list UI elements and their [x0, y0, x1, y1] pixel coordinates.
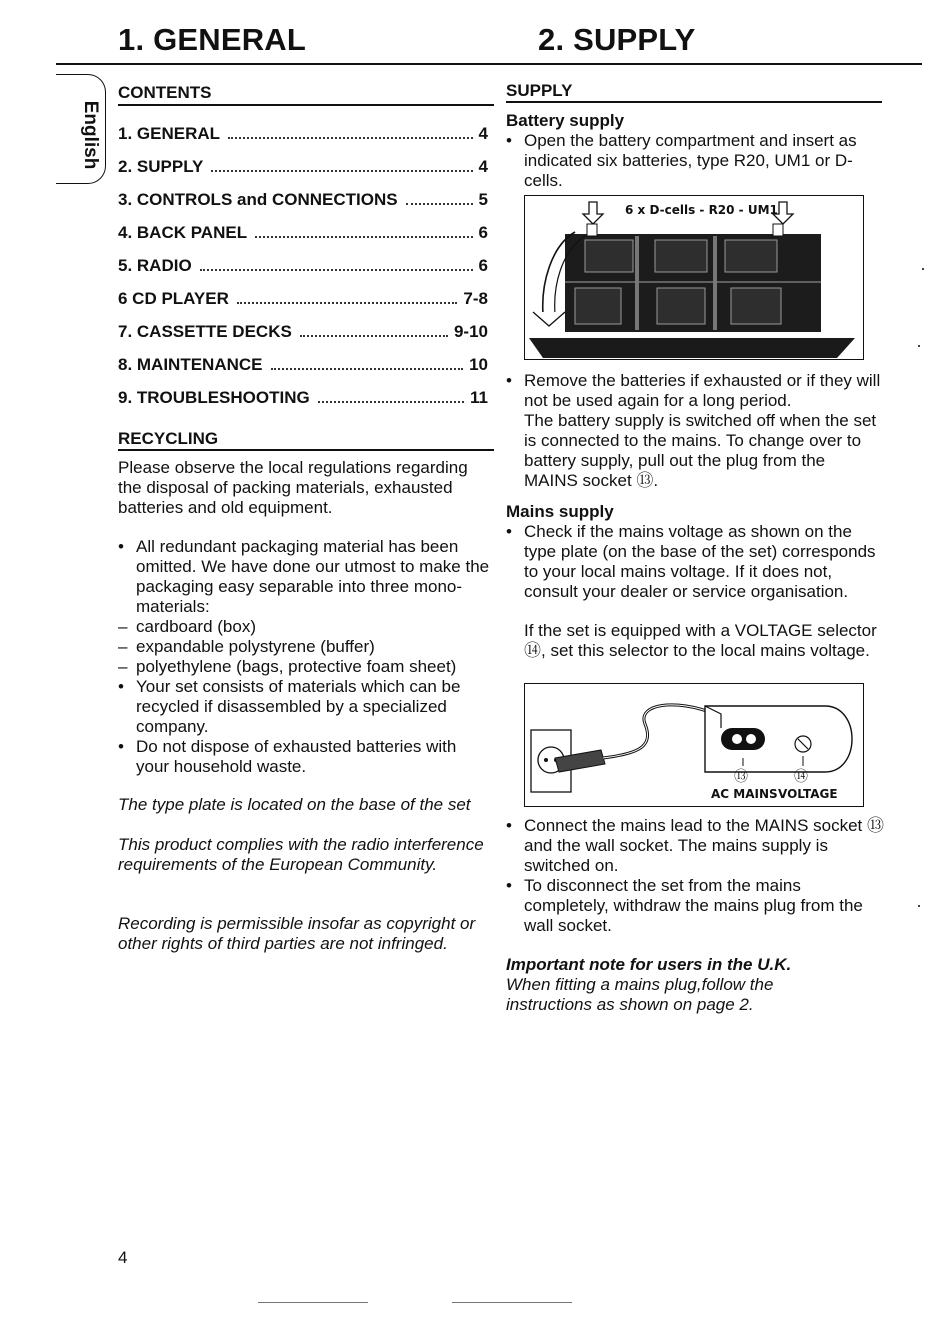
contents-rule — [118, 104, 494, 106]
mains-bullet-3: To disconnect the set from the mains completely, withdraw the mains plug from the wall socket. — [524, 876, 863, 935]
list-item: • Check if the mains voltage as shown on the type plate (on the base of the set) corresponds to your local mains voltage. If it does not, consult your dealer or service organisation. — [506, 522, 876, 601]
language-tab-label: English — [80, 100, 101, 170]
toc-item — [118, 388, 488, 410]
toc-item-page: 7-8 — [463, 289, 488, 308]
scan-speck — [922, 268, 924, 270]
toc-item-label: 9. TROUBLESHOOTING — [118, 388, 310, 407]
toc-item — [118, 190, 488, 212]
mains-supply-title: Mains supply — [506, 502, 614, 521]
battery-paragraph: The battery supply is switched off when the set is connected to the mains. To change over to battery supply, pull out the plug from the MAINS socket ⑬. — [524, 411, 877, 490]
list-item: – cardboard (box) — [118, 617, 257, 636]
list-item: • Open the battery compartment and insert as indicated six batteries, type R20, UM1 or D-cells. — [506, 131, 857, 190]
toc-item — [118, 223, 488, 245]
toc-item-label: 7. CASSETTE DECKS — [118, 322, 292, 341]
mains-bullet-1: Check if the mains voltage as shown on the type plate (on the base of the set) corresponds to your local mains voltage. If it does not, consult your dealer or service organisation. — [524, 522, 876, 601]
voltage-label: VOLTAGE — [778, 787, 838, 801]
list-item: • Remove the batteries if exhausted or if they will not be used again for a long period. — [506, 371, 881, 410]
list-item: • To disconnect the set from the mains completely, withdraw the mains plug from the wall socket. — [506, 876, 863, 935]
callout-14: ⑭ — [794, 769, 808, 785]
recycling-rule — [118, 449, 494, 451]
toc-item-label: 4. BACK PANEL — [118, 223, 248, 242]
recycling-bullet-2: Your set consists of materials which can be recycled if disassembled by a specialized company. — [136, 677, 461, 736]
contents-heading: CONTENTS — [118, 83, 212, 102]
toc-item-label: 6 CD PLAYER — [118, 289, 229, 308]
callout-13: ⑬ — [734, 769, 748, 785]
battery-bullet-1: Open the battery compartment and insert as indicated six batteries, type R20, UM1 or D-cells. — [524, 131, 857, 190]
list-item: • Your set consists of materials which can be recycled if disassembled by a specialized company. — [118, 677, 461, 736]
toc-item — [118, 256, 488, 278]
scan-speck — [918, 345, 920, 347]
uk-note-text: When fitting a mains plug,follow the instructions as shown on page 2. — [506, 975, 774, 1014]
list-item: • Connect the mains lead to the MAINS socket ⑬ and the wall socket. The mains supply is switched on. — [506, 816, 885, 875]
recycling-list — [118, 537, 494, 777]
mains-list-2 — [506, 816, 884, 936]
list-item: – polyethylene (bags, protective foam sheet) — [118, 657, 457, 676]
toc-item-label: 1. GENERAL — [118, 124, 221, 143]
toc-item — [118, 124, 488, 146]
recycling-heading: RECYCLING — [118, 429, 219, 448]
heading-general: 1. GENERAL — [118, 22, 307, 57]
toc-leader-dots — [318, 401, 464, 403]
ac-mains-socket-icon — [721, 728, 765, 750]
battery-figure-caption: 6 x D-cells - R20 - UM1 — [625, 203, 778, 217]
radio-interference-note: This product complies with the radio interference requirements of the European Community. — [118, 835, 484, 874]
mains-figure — [524, 683, 864, 807]
toc-leader-dots — [255, 236, 472, 238]
heading-supply: 2. SUPPLY — [538, 22, 696, 57]
battery-illustration — [525, 196, 864, 360]
toc-item-page: 6 — [478, 256, 488, 275]
battery-supply-title: Battery supply — [506, 111, 625, 130]
recycling-intro: Please observe the local regulations regarding the disposal of packing materials, exhausted batteries and old equipment. — [118, 458, 468, 517]
toc-item-label: 3. CONTROLS and CONNECTIONS — [118, 190, 398, 209]
page-number: 4 — [118, 1248, 128, 1267]
top-rule — [56, 63, 922, 65]
scan-speck — [258, 1302, 368, 1303]
type-plate-note: The type plate is located on the base of the set — [118, 795, 471, 814]
toc-leader-dots — [271, 368, 464, 370]
recycling-dash-3: polyethylene (bags, protective foam sheet) — [136, 657, 457, 676]
toc-item-label: 5. RADIO — [118, 256, 192, 275]
toc-item-page: 10 — [469, 355, 488, 374]
supply-rule — [506, 101, 882, 103]
recycling-dash-2: expandable polystyrene (buffer) — [136, 637, 375, 656]
toc-item-label: 2. SUPPLY — [118, 157, 204, 176]
toc-item-page: 6 — [478, 223, 488, 242]
toc-item-label: 8. MAINTENANCE — [118, 355, 263, 374]
recording-note: Recording is permissible insofar as copyright or other rights of third parties are not infringed. — [118, 914, 476, 953]
supply-heading: SUPPLY — [506, 81, 573, 100]
battery-list-1 — [506, 131, 882, 191]
toc-item-page: 9-10 — [453, 322, 488, 341]
toc-item — [118, 322, 488, 344]
toc-leader-dots — [228, 137, 473, 139]
mains-list-1 — [506, 522, 882, 602]
uk-note-title: Important note for users in the U.K. — [506, 955, 792, 974]
toc-leader-dots — [211, 170, 472, 172]
battery-list-2 — [506, 371, 882, 411]
scan-speck — [918, 905, 920, 907]
list-item: – expandable polystyrene (buffer) — [118, 637, 375, 656]
scan-speck — [452, 1302, 572, 1303]
toc-item — [118, 289, 488, 311]
toc-leader-dots — [200, 269, 473, 271]
recycling-bullet-3: Do not dispose of exhausted batteries with your household waste. — [136, 737, 457, 776]
toc-leader-dots — [406, 203, 473, 205]
battery-figure — [524, 195, 864, 360]
list-item: • Do not dispose of exhausted batteries with your household waste. — [118, 737, 457, 776]
toc-leader-dots — [300, 335, 448, 337]
ac-mains-label: AC MAINS — [711, 787, 778, 801]
toc-item-page: 4 — [478, 157, 488, 176]
toc-leader-dots — [237, 302, 458, 304]
down-arrow-icon — [583, 202, 603, 224]
toc-item-page: 11 — [470, 388, 488, 407]
toc-item — [118, 355, 488, 377]
toc-item-page: 4 — [478, 124, 488, 143]
mains-paragraph: If the set is equipped with a VOLTAGE selector ⑭, set this selector to the local mains voltage. — [524, 621, 877, 660]
toc-item-page: 5 — [478, 190, 488, 209]
list-item: • All redundant packaging material has been omitted. We have done our utmost to make the packaging easy separable into three mono-materials: — [118, 537, 490, 616]
recycling-bullet-1: All redundant packaging material has been omitted. We have done our utmost to make the packaging easy separable into three mono-materials: — [136, 537, 490, 616]
mains-bullet-2: Connect the mains lead to the MAINS socket ⑬ and the wall socket. The mains supply is switched on. — [524, 816, 885, 875]
recycling-dash-1: cardboard (box) — [136, 617, 257, 636]
toc-item — [118, 157, 488, 179]
battery-bullet-2: Remove the batteries if exhausted or if they will not be used again for a long period. — [524, 371, 881, 410]
